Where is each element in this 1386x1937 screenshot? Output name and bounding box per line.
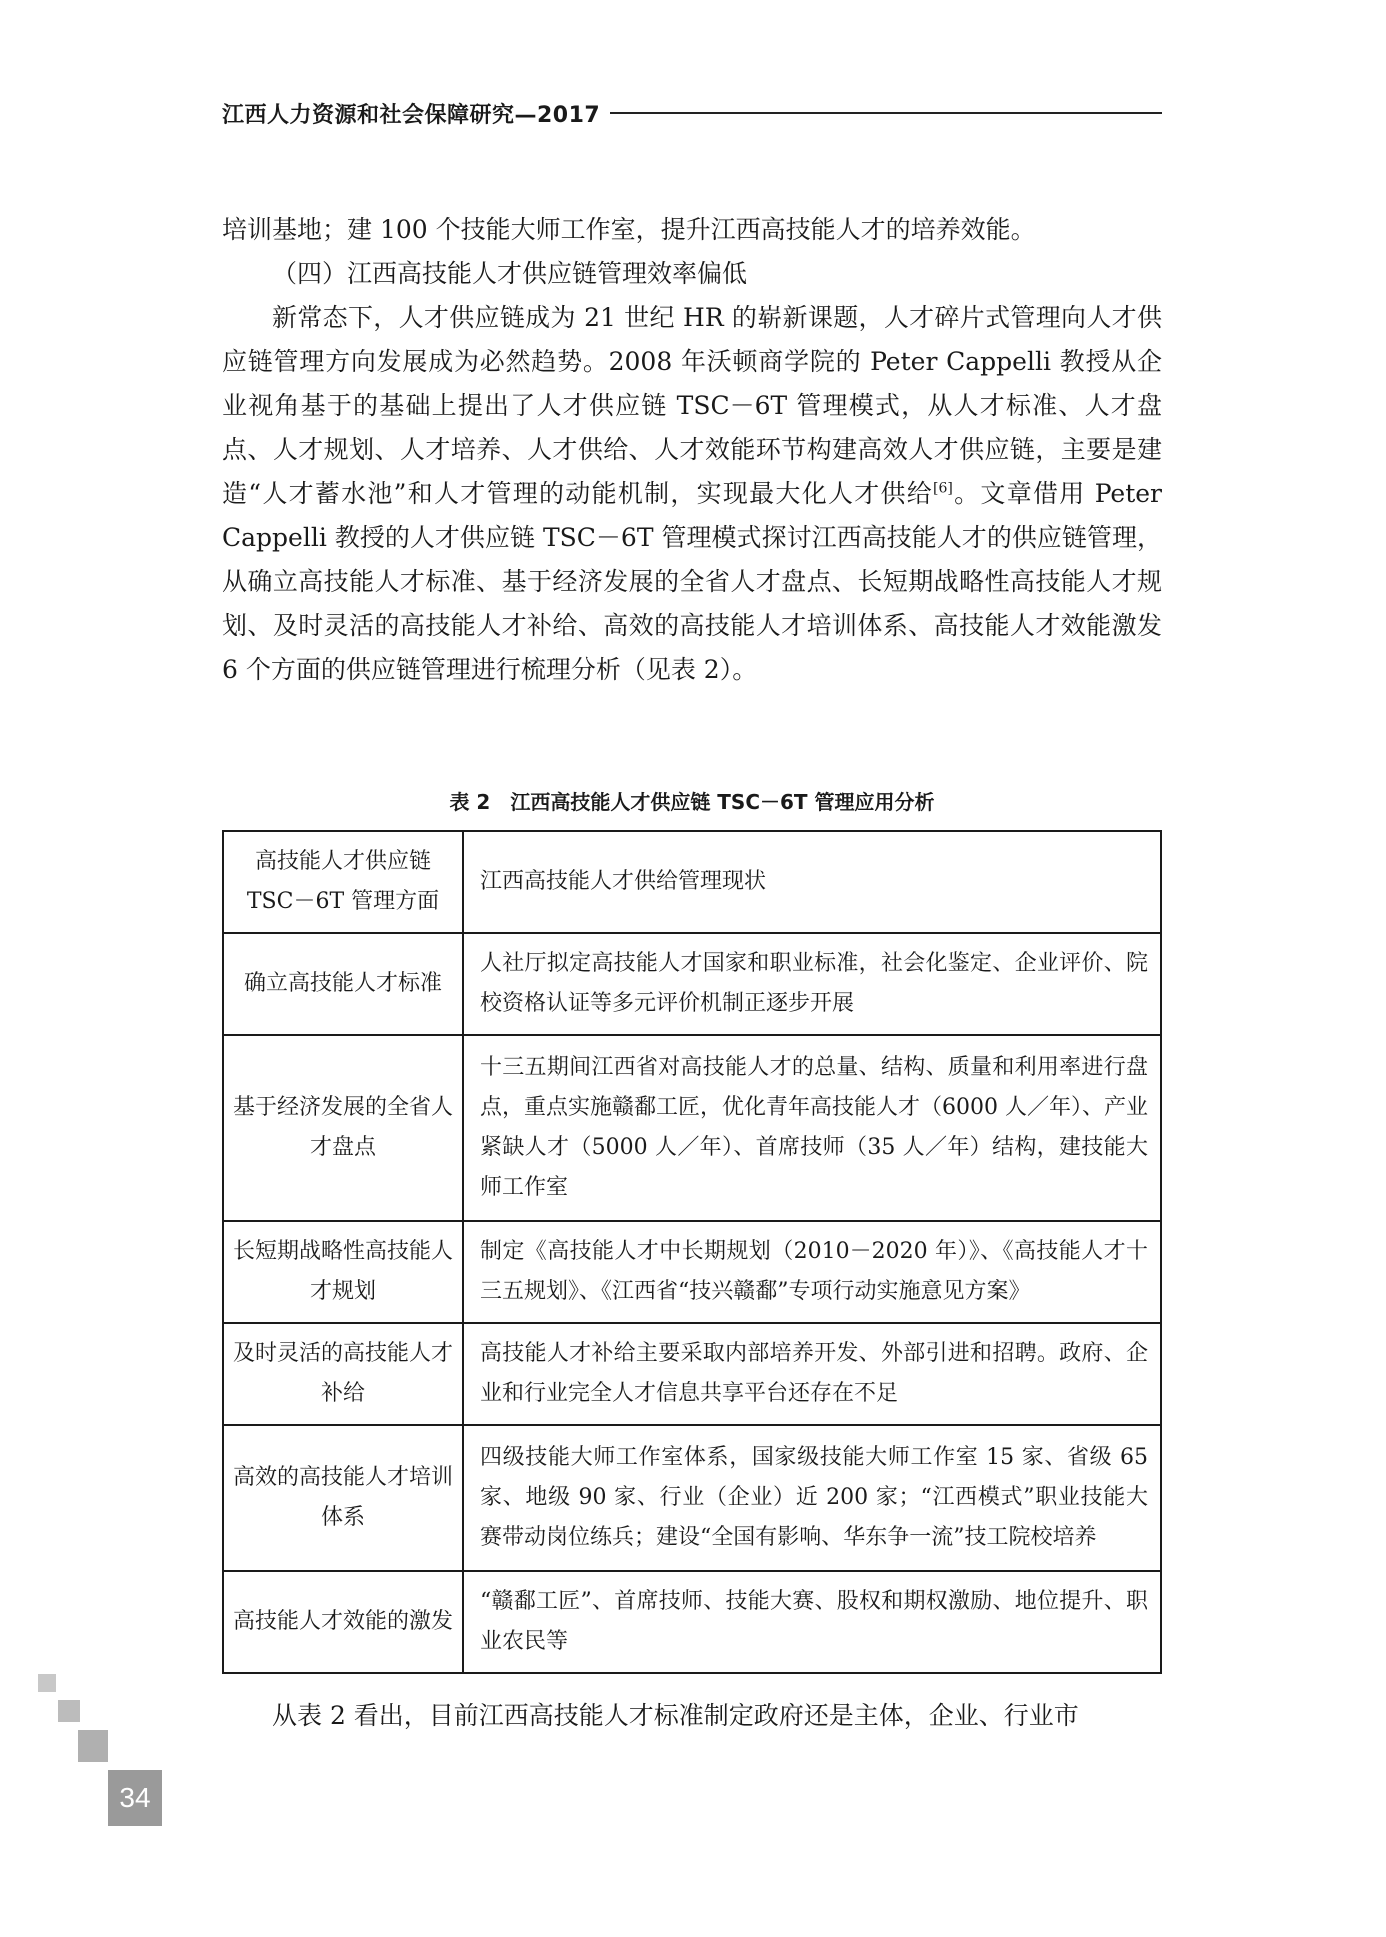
header-title: 江西人力资源和社会保障研究—2017 — [222, 102, 601, 128]
table-row — [223, 1035, 1161, 1221]
table-cell-aspect: 确立高技能人才标准 — [223, 933, 463, 1035]
paragraph-main — [222, 296, 1162, 692]
table-cell-status: 制定《高技能人才中长期规划（2010－2020 年）》、《高技能人才十三五规划》、《江西省“技兴赣鄱”专项行动实施意见方案》 — [463, 1221, 1161, 1323]
paragraph-final: 从表 2 看出，目前江西高技能人才标准制定政府还是主体，企业、行业市 — [272, 1701, 1079, 1730]
table-cell-aspect: 基于经济发展的全省人才盘点 — [223, 1035, 463, 1221]
table-cell-status: “赣鄱工匠”、首席技师、技能大赛、股权和期权激励、地位提升、职业农民等 — [463, 1571, 1161, 1673]
header-rule — [610, 112, 1162, 114]
table-row — [223, 1323, 1161, 1425]
table-cell-aspect: 高效的高技能人才培训体系 — [223, 1425, 463, 1571]
table-cell-status: 高技能人才补给主要采取内部培养开发、外部引进和招聘。政府、企业和行业完全人才信息共享平台还存在不足 — [463, 1323, 1161, 1425]
table-row — [223, 1221, 1161, 1323]
paragraph-line1: 培训基地；建 100 个技能大师工作室，提升江西高技能人才的培养效能。 — [222, 215, 1036, 244]
citation-ref: [6] — [933, 480, 953, 497]
table-row — [223, 933, 1161, 1035]
body-text-bottom — [222, 1694, 1162, 1738]
corner-deco-square — [78, 1730, 108, 1762]
table-cell-status: 四级技能大师工作室体系，国家级技能大师工作室 15 家、省级 65 家、地级 90 家、行业（企业）近 200 家；“江西模式”职业技能大赛带动岗位练兵；建设“全国有影响、华东争一流”技工院校培养 — [463, 1425, 1161, 1571]
section-subheading: （四）江西高技能人才供应链管理效率偏低 — [272, 259, 748, 288]
table-header-aspect: 高技能人才供应链 TSC－6T 管理方面 — [223, 831, 463, 933]
paragraph-main-a: 新常态下，人才供应链成为 21 世纪 HR 的崭新课题，人才碎片式管理向人才供应链管理方向发展成为必然趋势。2008 年沃顿商学院的 Peter Cappelli 教授从企业视角基于的基础上提出了人才供应链 TSC－6T 管理模式，从人才标准、人才盘点、人才规划、人才培养、人才供给、人才效能环节构建高效人才供应链，主要是建造“人才蓄水池”和人才管理的动能机制，实现最大化人才供给 — [222, 303, 1162, 508]
running-header — [222, 96, 1162, 130]
table-caption: 表 2 江西高技能人才供应链 TSC－6T 管理应用分析 — [449, 790, 935, 814]
paragraph-main-b: 。文章借用 Peter Cappelli 教授的人才供应链 TSC－6T 管理模式探讨江西高技能人才的供应链管理，从确立高技能人才标准、基于经济发展的全省人才盘点、长短期战略性高技能人才规划、及时灵活的高技能人才补给、高效的高技能人才培训体系、高技能人才效能激发 6 个方面的供应链管理进行梳理分析（见表 2）。 — [222, 479, 1162, 684]
corner-deco-square — [38, 1674, 56, 1692]
analysis-table — [222, 830, 1162, 1674]
table-cell-status: 十三五期间江西省对高技能人才的总量、结构、质量和利用率进行盘点，重点实施赣鄱工匠，优化青年高技能人才（6000 人／年）、产业紧缺人才（5000 人／年）、首席技师（35 人／年）结构，建技能大师工作室 — [463, 1035, 1161, 1221]
table-header-status: 江西高技能人才供给管理现状 — [463, 831, 1161, 933]
table-cell-aspect: 长短期战略性高技能人才规划 — [223, 1221, 463, 1323]
page-number: 34 — [108, 1770, 162, 1826]
table-row — [223, 1425, 1161, 1571]
corner-deco-square — [58, 1700, 80, 1722]
body-text-top — [222, 208, 1162, 692]
table-cell-status: 人社厅拟定高技能人才国家和职业标准，社会化鉴定、企业评价、院校资格认证等多元评价机制正逐步开展 — [463, 933, 1161, 1035]
table-cell-aspect: 及时灵活的高技能人才补给 — [223, 1323, 463, 1425]
table-row — [223, 1571, 1161, 1673]
table-cell-aspect: 高技能人才效能的激发 — [223, 1571, 463, 1673]
table-header-row — [223, 831, 1161, 933]
